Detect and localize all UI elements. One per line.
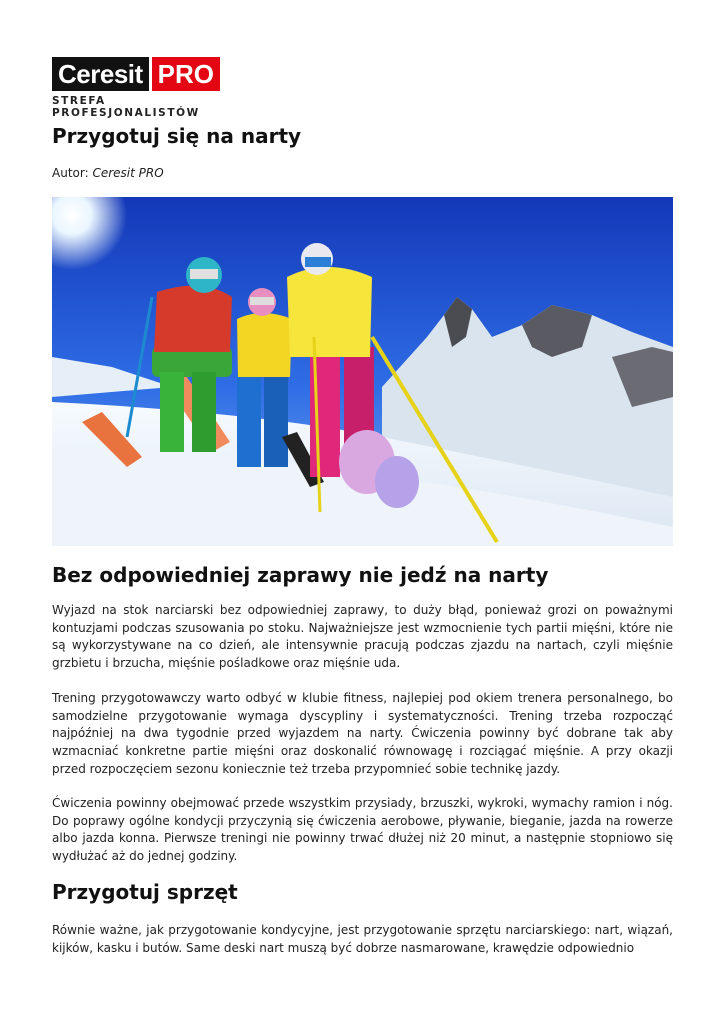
logo-wordmark <box>52 57 252 91</box>
section-heading-equipment: Przygotuj sprzęt <box>52 880 238 904</box>
logo-tagline: STREFA PROFESJONALISTÓW <box>52 95 200 119</box>
paragraph: Wyjazd na stok narciarski bez odpowiedniej zaprawy, to duży błąd, ponieważ grozi on poważnymi kontuzjami podczas szusowania po stoku. Najważniejsze jest wzmocnienie tych partii mięśni, które nie są wykorzystywane na co dzień, ale intensywnie pracują podczas zjazdu na nartach, czyli mięśnie grzbietu i brzucha, mięśnie pośladkowe oraz mięśnie uda. <box>52 603 673 671</box>
paragraph: Ćwiczenia powinny obejmować przede wszystkim przysiady, brzuszki, wykroki, wymachy ramion i nóg. Do poprawy ogólne kondycji przyczynią się ćwiczenia aerobowe, pływanie, bieganie, jazda na rowerze albo jazda konna. Pierwsze treningi nie powinny trwać dłużej niż 20 minut, a następnie stopniowo się wydłużać aż do jednej godziny. <box>52 796 673 864</box>
hero-image-family-skiing <box>52 197 673 546</box>
logo-pro-badge: PRO <box>152 57 220 91</box>
ceresit-pro-logo[interactable] <box>52 57 252 119</box>
author-label: Autor: <box>52 166 89 180</box>
logo-brand: Ceresit <box>52 57 149 91</box>
author-name: Ceresit PRO <box>92 166 164 180</box>
paragraph: Równie ważne, jak przygotowanie kondycyjne, jest przygotowanie sprzętu narciarskiego: nart, wiązań, kijków, kasku i butów. Same deski nart muszą być dobrze nasmarowane, krawędzie odpowiednio <box>52 923 673 955</box>
article-title: Przygotuj się na narty <box>52 124 302 148</box>
section-heading-training: Bez odpowiedniej zaprawy nie jedź na narty <box>52 563 549 587</box>
paragraph: Trening przygotowawczy warto odbyć w klubie fitness, najlepiej pod okiem trenera personalnego, bo samodzielne przygotowanie wymaga dyscypliny i systematyczności. Trening trzeba rozpocząć najpóźniej na dwa tygodnie przed wyjazdem na narty. Ćwiczenia powinny być dobrane tak aby wzmacniać konkretne partie mięśni oraz doskonalić równowagę i rozciągać mięśnie. A przy okazji przed rozpoczęciem sezonu koniecznie też trzeba przypomnieć sobie technikę jazdy. <box>52 691 673 776</box>
author-line <box>52 166 164 180</box>
